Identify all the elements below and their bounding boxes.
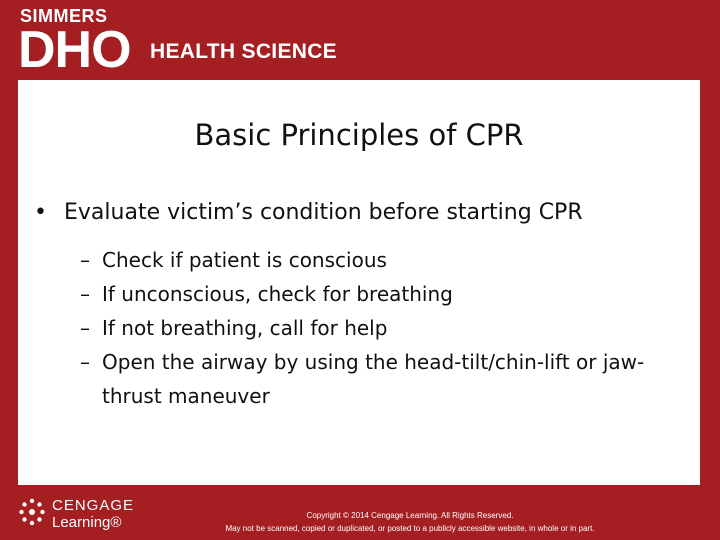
brand-simmers: SIMMERS (20, 6, 108, 26)
dash-marker: – (80, 316, 90, 340)
copyright-notice (180, 509, 640, 535)
dash-marker: – (80, 282, 90, 306)
copyright-line: May not be scanned, copied or duplicated, or posted to a publicly accessible website, in whole or in part. (225, 524, 595, 533)
sub-bullet-item (80, 277, 680, 311)
sub-bullet-text: Check if patient is conscious (102, 248, 387, 272)
bullet-text: Evaluate victim’s condition before starting CPR (64, 200, 583, 225)
header-branding (0, 0, 720, 80)
footer (0, 485, 720, 540)
brand-health-science: HEALTH SCIENCE (150, 40, 337, 63)
dash-marker: – (80, 350, 90, 374)
publisher-name: CENGAGE (52, 497, 135, 514)
slide-panel (18, 80, 700, 485)
bullet-marker: • (34, 200, 47, 225)
slide-title: Basic Principles of CPR (194, 118, 524, 152)
bullet-item (34, 200, 694, 225)
dash-marker: – (80, 248, 90, 272)
sub-bullet-text: If not breathing, call for help (102, 316, 388, 340)
sub-bullet-item (80, 243, 680, 277)
publisher-subname: Learning® (52, 514, 122, 531)
sub-bullet-list (80, 243, 680, 413)
sub-bullet-text: Open the airway by using the head-tilt/chin-lift or jaw-thrust maneuver (102, 350, 645, 408)
sub-bullet-text: If unconscious, check for breathing (102, 282, 453, 306)
cengage-logo-icon (18, 498, 46, 526)
copyright-line: Copyright © 2014 Cengage Learning. All Rights Reserved. (306, 511, 514, 520)
brand-dho: DHO (18, 21, 131, 79)
sub-bullet-item (80, 311, 680, 345)
sub-bullet-item (80, 345, 680, 413)
